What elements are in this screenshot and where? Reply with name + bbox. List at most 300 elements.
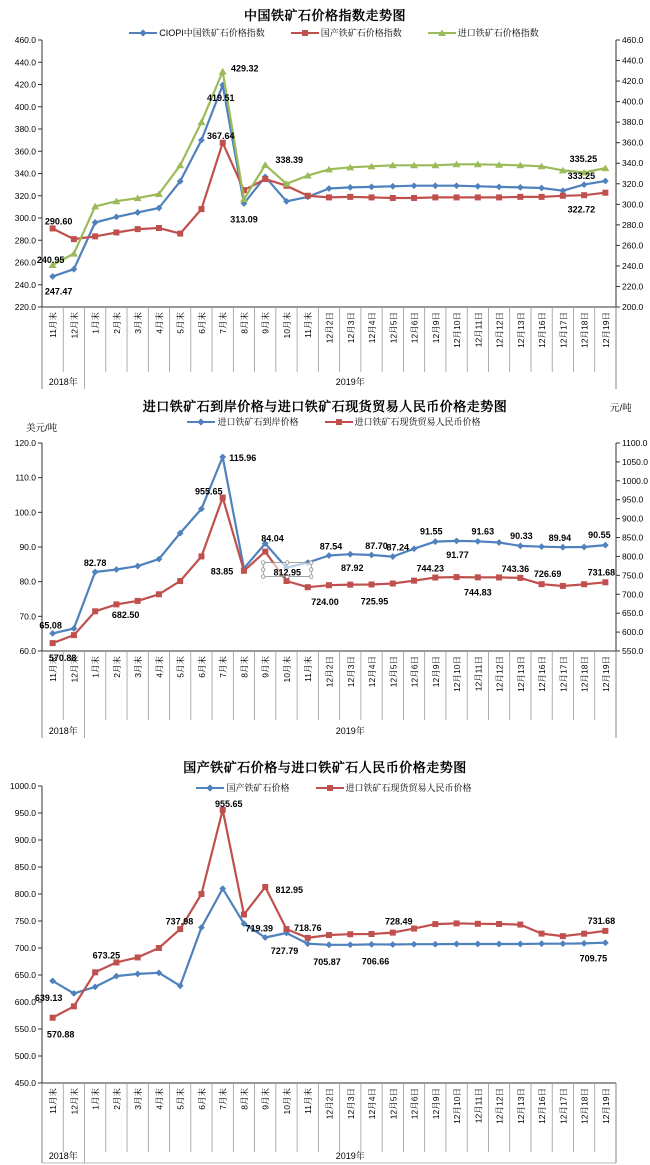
data-labels [35, 799, 615, 1040]
x-axis-year-label: 2019年 [335, 377, 365, 387]
x-axis-tick-label: 12月4日 [367, 656, 378, 688]
diamond-marker [49, 630, 56, 637]
diamond-marker [474, 183, 481, 190]
x-axis-tick-label: 12月末 [69, 312, 80, 339]
x-axis-tick-label: 12月12日 [494, 312, 505, 348]
x-axis-tick-label: 10月末 [281, 312, 292, 339]
y-axis-tick-label: 550.0 [14, 1024, 36, 1034]
y-axis-tick-label: 300.0 [622, 199, 644, 210]
x-axis-year-label: 2019年 [335, 1151, 365, 1161]
square-marker [135, 598, 141, 604]
legend-label: 进口铁矿石现货贸易人民币价格 [345, 783, 472, 793]
data-point-label: 429.32 [230, 63, 259, 74]
data-point-label: 718.76 [293, 922, 322, 933]
y-axis-tick-label: 460.0 [622, 35, 644, 45]
data-point-label: 728.49 [385, 916, 413, 927]
square-marker [156, 225, 162, 231]
square-marker [283, 578, 289, 584]
series-0 [49, 82, 609, 280]
y-axis-tick-label: 340.0 [14, 168, 36, 179]
square-marker [326, 194, 332, 200]
x-axis-category-band [42, 1083, 616, 1163]
square-marker [71, 1003, 77, 1009]
y-axis-tick-label: 1000.0 [622, 475, 648, 486]
triangle-marker [197, 119, 205, 126]
square-marker [560, 583, 566, 589]
y-axis-tick-label: 90.0 [19, 542, 36, 552]
diamond-marker [517, 542, 524, 549]
y-axis-tick-label: 650.0 [14, 970, 36, 980]
square-marker [347, 194, 353, 200]
diamond-marker [347, 551, 354, 558]
y-axis-tick-label: 70.0 [19, 611, 36, 622]
y-axis-tick-label: 440.0 [14, 57, 36, 68]
x-axis-tick-label: 3月末 [133, 656, 144, 678]
square-marker [347, 931, 353, 937]
data-point-label: 706.66 [361, 956, 390, 967]
diamond-marker [496, 539, 503, 546]
square-marker [496, 574, 502, 580]
diamond-marker [602, 542, 609, 549]
square-marker [581, 931, 587, 937]
square-marker [539, 194, 545, 200]
y-axis-tick-label: 260.0 [14, 257, 36, 268]
selection-handle[interactable] [309, 575, 313, 579]
square-marker [241, 912, 247, 918]
y-axis-tick-label: 550.0 [622, 646, 644, 656]
square-marker [475, 194, 481, 200]
x-axis-tick-label: 12月3日 [345, 1088, 356, 1120]
legend-label: 进口铁矿石价格指数 [457, 28, 539, 38]
x-axis-tick-label: 10月末 [281, 656, 292, 683]
diamond-marker [389, 183, 396, 190]
data-point-label: 115.96 [229, 453, 257, 464]
diamond-marker [70, 266, 77, 273]
x-axis-tick-label: 3月末 [133, 312, 144, 334]
square-marker [177, 578, 183, 584]
diamond-marker [389, 553, 396, 560]
square-marker [369, 931, 375, 937]
square-marker [198, 891, 204, 897]
x-axis-tick-label: 12月13日 [515, 1088, 526, 1124]
y-axis-tick-label: 950.0 [622, 494, 644, 505]
diamond-marker [368, 183, 375, 190]
x-axis-tick-label: 12月6日 [409, 312, 420, 344]
x-axis-tick-label: 4月末 [154, 312, 165, 334]
diamond-marker [559, 940, 566, 947]
data-point-label: 313.09 [230, 214, 258, 225]
legend-label: CIOPI中国铁矿石价格指数 [159, 28, 265, 38]
y-axis-tick-label: 240.0 [14, 279, 36, 290]
x-axis-tick-label: 11月末 [303, 1088, 314, 1114]
x-axis-tick-label: 12月5日 [388, 312, 399, 344]
selection-handle[interactable] [261, 568, 265, 572]
diamond-marker [411, 182, 418, 189]
selection-handle[interactable] [309, 568, 313, 572]
data-labels [39, 453, 615, 663]
square-marker [432, 194, 438, 200]
x-axis-tick-label: 2月末 [111, 1088, 122, 1110]
x-axis-tick-label: 12月19日 [600, 1088, 611, 1124]
y-axis-tick-label: 850.0 [622, 532, 644, 543]
x-axis-tick-label: 12月11日 [473, 1088, 484, 1124]
diamond-marker [474, 538, 481, 545]
x-axis-tick-label: 5月末 [175, 656, 186, 678]
x-axis-tick-label: 12月3日 [345, 312, 356, 344]
x-axis-tick-label: 1月末 [90, 656, 101, 678]
data-point-label: 744.23 [416, 563, 445, 574]
x-axis-tick-label: 6月末 [196, 656, 207, 678]
x-axis-tick-label: 12月5日 [388, 1088, 399, 1120]
x-axis-tick-label: 12月10日 [452, 312, 463, 348]
line-chart-canvas [0, 0, 650, 390]
data-point-label: 87.54 [319, 541, 343, 552]
diamond-marker [368, 552, 375, 559]
data-point-label: 91.55 [420, 526, 443, 537]
square-marker [560, 933, 566, 939]
y-axis-tick-label: 400.0 [14, 101, 36, 112]
x-axis-category-band [42, 651, 616, 738]
y-axis-tick-label: 850.0 [14, 862, 36, 872]
x-axis-tick-label: 12月13日 [515, 312, 526, 348]
y-axis-tick-label: 300.0 [14, 213, 36, 223]
y-axis-tick-label: 500.0 [14, 1051, 36, 1061]
data-point-label: 240.95 [36, 254, 65, 265]
diamond-marker [581, 544, 588, 551]
series-line [53, 85, 606, 276]
x-axis-tick-label: 11月末 [48, 656, 59, 682]
legend-label: 进口铁矿石到岸价格 [217, 417, 299, 427]
diamond-marker [453, 941, 460, 948]
x-axis-tick-label: 4月末 [154, 656, 165, 678]
y-axis-tick-label: 800.0 [622, 551, 644, 562]
x-axis-tick-label: 12月16日 [537, 312, 548, 348]
triangle-marker [219, 68, 227, 75]
square-marker [326, 932, 332, 938]
diamond-marker [517, 941, 524, 948]
x-axis-tick-label: 7月末 [218, 1088, 229, 1110]
y-axis-tick-label: 360.0 [14, 146, 36, 157]
selection-handle[interactable] [309, 561, 313, 565]
data-point-label: 725.95 [360, 596, 389, 607]
square-marker [92, 969, 98, 975]
square-marker [517, 194, 523, 200]
data-point-label: 367.64 [206, 130, 235, 141]
square-marker [71, 236, 77, 242]
legend-label: 国产铁矿石价格指数 [320, 28, 402, 38]
y-axis-tick-label: 650.0 [622, 608, 644, 619]
diamond-marker [411, 941, 418, 948]
triangle-marker [70, 250, 78, 257]
y-axis-tick-label: 700.0 [14, 943, 36, 953]
diamond-marker [113, 213, 120, 220]
square-marker [50, 1015, 56, 1021]
square-marker [177, 926, 183, 932]
diamond-marker [92, 569, 99, 576]
diamond-marker [411, 545, 418, 552]
square-marker [560, 193, 566, 199]
chart-title: 进口铁矿石到岸价格与进口铁矿石现货贸易人民币价格走势图 [142, 399, 508, 414]
x-axis-tick-label: 7月末 [218, 656, 229, 678]
data-point-label: 812.95 [273, 567, 301, 578]
x-axis-tick-label: 11月末 [48, 312, 59, 338]
y-axis-tick-label: 950.0 [14, 808, 36, 818]
series-2 [49, 68, 610, 268]
x-axis-tick-label: 11月末 [48, 1088, 59, 1114]
diamond-marker [368, 941, 375, 948]
diamond-marker [49, 273, 56, 280]
data-point-label: 705.87 [313, 956, 341, 967]
square-marker [539, 581, 545, 587]
data-point-label: 89.94 [548, 533, 572, 544]
square-marker [454, 574, 460, 580]
x-axis-tick-label: 6月末 [196, 1088, 207, 1110]
x-axis-tick-label: 2月末 [111, 656, 122, 678]
selection-handle[interactable] [261, 575, 265, 579]
square-marker [135, 226, 141, 232]
diamond-marker [326, 941, 333, 948]
square-marker [411, 195, 417, 201]
square-marker [432, 575, 438, 581]
y-axis-tick-label: 200.0 [622, 302, 644, 312]
y-axis-tick-label: 420.0 [622, 76, 644, 87]
x-axis-tick-label: 12月19日 [600, 656, 611, 692]
series-line [53, 810, 606, 1018]
square-marker [517, 922, 523, 928]
data-point-label: 731.68 [587, 567, 616, 578]
x-axis-tick-label: 8月末 [239, 312, 250, 334]
triangle-marker [176, 162, 184, 169]
square-marker [262, 176, 268, 182]
square-marker [602, 190, 608, 196]
square-marker [92, 608, 98, 614]
diamond-marker [326, 552, 333, 559]
square-marker [390, 580, 396, 586]
y-axis-tick-label: 280.0 [622, 219, 644, 230]
square-marker [241, 568, 247, 574]
data-point-label: 737.98 [165, 916, 194, 927]
x-axis-tick-label: 2月末 [111, 312, 122, 334]
diamond-marker [496, 941, 503, 948]
x-axis-tick-label: 12月9日 [430, 312, 441, 344]
square-marker [305, 193, 311, 199]
y-axis-tick-label: 460.0 [14, 35, 36, 45]
line-chart-canvas [0, 745, 650, 1165]
y-axis-tick-label: 120.0 [14, 438, 36, 448]
series-line [53, 889, 606, 994]
data-point-label: 812.95 [275, 885, 303, 896]
data-point-label: 744.83 [464, 587, 492, 598]
x-axis-tick-label: 12月10日 [452, 1088, 463, 1124]
square-marker [539, 931, 545, 937]
diamond-marker [134, 563, 141, 570]
x-axis-tick-label: 12月9日 [430, 1088, 441, 1120]
selection-handle[interactable] [261, 561, 265, 565]
x-axis-tick-label: 12月16日 [537, 1088, 548, 1124]
chart-title: 中国铁矿石价格指数走势图 [243, 8, 406, 23]
y-axis-tick-label: 360.0 [622, 137, 644, 148]
y-axis-tick-label: 450.0 [14, 1078, 36, 1088]
y-axis-tick-label: 440.0 [622, 55, 644, 66]
data-point-label: 335.25 [569, 154, 598, 165]
y-axis-tick-label: 900.0 [622, 513, 644, 524]
square-marker [475, 574, 481, 580]
y-axis-tick-label: 600.0 [622, 627, 644, 638]
data-point-label: 673.25 [92, 950, 121, 961]
data-point-label: 419.51 [206, 93, 235, 104]
data-point-label: 570.88 [46, 1029, 75, 1040]
y-axis-tick-label: 420.0 [14, 79, 36, 90]
diamond-marker [92, 219, 99, 226]
data-point-label: 90.33 [510, 530, 533, 541]
x-axis-tick-label: 12月11日 [473, 312, 484, 348]
diamond-marker [347, 941, 354, 948]
y-axis-tick-label: 600.0 [14, 997, 36, 1007]
x-axis-tick-label: 12月18日 [579, 1088, 590, 1124]
square-marker [92, 233, 98, 239]
y-axis-tick-label: 700.0 [622, 589, 644, 600]
x-axis-tick-label: 12月17日 [558, 312, 569, 348]
diamond-marker [326, 185, 333, 192]
x-axis-tick-label: 12月6日 [409, 1088, 420, 1120]
diamond-marker [432, 941, 439, 948]
data-point-label: 322.72 [567, 204, 596, 215]
diamond-marker [389, 941, 396, 948]
square-marker [198, 553, 204, 559]
data-point-label: 82.78 [83, 558, 107, 569]
y-axis-tick-label: 220.0 [622, 281, 644, 292]
square-marker [283, 926, 289, 932]
x-axis-tick-label: 11月末 [303, 656, 314, 682]
x-axis-tick-label: 12月2日 [324, 312, 335, 344]
x-axis-tick-label: 12月12日 [494, 1088, 505, 1124]
y-axis-tick-label: 80.0 [19, 576, 36, 587]
data-point-label: 83.85 [210, 566, 234, 577]
square-marker [369, 581, 375, 587]
y-axis-tick-label: 800.0 [14, 889, 36, 899]
y-axis-tick-label: 900.0 [14, 835, 36, 845]
diamond-marker [517, 184, 524, 191]
x-axis-year-label: 2018年 [48, 726, 78, 736]
left-axis-unit-label: 美元/吨 [26, 423, 58, 434]
diamond-marker [347, 184, 354, 191]
selection-handle[interactable] [285, 561, 289, 565]
y-axis-tick-label: 110.0 [15, 472, 36, 483]
y-axis-tick-label: 280.0 [14, 235, 36, 246]
x-axis-tick-label: 11月末 [303, 312, 314, 338]
data-point-label: 87.24 [386, 542, 410, 553]
square-marker [411, 578, 417, 584]
y-axis-tick-label: 320.0 [14, 190, 36, 201]
diamond-marker [496, 183, 503, 190]
data-point-label: 570.88 [48, 653, 77, 664]
data-point-label: 955.65 [194, 486, 223, 497]
diamond-marker [134, 971, 141, 978]
square-marker [71, 632, 77, 638]
square-marker [602, 579, 608, 585]
square-marker [198, 206, 204, 212]
diamond-marker [432, 182, 439, 189]
data-point-label: 719.39 [245, 923, 273, 934]
diamond-marker [559, 544, 566, 551]
data-point-label: 91.77 [446, 549, 469, 560]
square-marker [113, 601, 119, 607]
x-axis-tick-label: 7月末 [218, 312, 229, 334]
x-axis-tick-label: 12月6日 [409, 656, 420, 688]
x-axis-category-band [42, 307, 616, 389]
data-point-label: 731.68 [587, 915, 616, 926]
diamond-marker [602, 178, 609, 185]
diamond-marker [581, 181, 588, 188]
square-marker [305, 935, 311, 941]
x-axis-tick-label: 12月17日 [558, 1088, 569, 1124]
y-axis-tick-label: 1050.0 [622, 456, 648, 467]
square-marker [305, 584, 311, 590]
diamond-marker [538, 940, 545, 947]
diamond-marker [134, 209, 141, 216]
data-point-label: 682.50 [111, 609, 140, 620]
data-point-label: 743.36 [501, 563, 530, 574]
y-axis-tick-label: 320.0 [622, 178, 644, 189]
y-axis-tick-label: 750.0 [622, 570, 644, 581]
x-axis-tick-label: 5月末 [175, 312, 186, 334]
diamond-marker [538, 185, 545, 192]
x-axis-tick-label: 8月末 [239, 1088, 250, 1110]
square-marker [262, 549, 268, 555]
x-axis-tick-label: 3月末 [133, 1088, 144, 1110]
diamond-marker [538, 543, 545, 550]
diamond-marker [219, 454, 226, 461]
data-point-label: 91.63 [471, 526, 495, 537]
y-axis-tick-label: 750.0 [14, 916, 36, 926]
x-axis-tick-label: 12月16日 [537, 656, 548, 692]
y-axis-tick-label: 1100.0 [622, 438, 648, 448]
square-marker [156, 591, 162, 597]
x-axis-tick-label: 9月末 [260, 656, 271, 678]
x-axis-tick-label: 12月4日 [367, 1088, 378, 1120]
data-point-label: 709.75 [579, 953, 608, 964]
diamond-marker [113, 566, 120, 573]
square-marker [156, 945, 162, 951]
x-axis-tick-label: 12月17日 [558, 656, 569, 692]
square-marker [496, 921, 502, 927]
diamond-marker [453, 537, 460, 544]
x-axis-tick-label: 12月4日 [367, 312, 378, 344]
chart-title: 国产铁矿石价格与进口铁矿石人民币价格走势图 [183, 760, 467, 775]
x-axis-tick-label: 9月末 [260, 312, 271, 334]
y-axis-tick-label: 240.0 [622, 260, 644, 271]
legend-label: 国产铁矿石价格 [226, 783, 290, 793]
x-axis-tick-label: 1月末 [90, 1088, 101, 1110]
data-point-label: 87.92 [340, 563, 364, 574]
square-marker [454, 194, 460, 200]
chart-block-ciopi-index [0, 0, 650, 390]
y-axis-tick-label: 260.0 [622, 240, 644, 251]
y-axis-tick-label: 400.0 [622, 96, 644, 107]
x-axis-tick-label: 12月2日 [324, 656, 335, 688]
square-marker [581, 192, 587, 198]
x-axis-year-label: 2018年 [48, 1151, 78, 1161]
diamond-marker [602, 939, 609, 946]
diamond-marker [474, 941, 481, 948]
x-axis-tick-label: 4月末 [154, 1088, 165, 1110]
right-axis-unit-label: 元/吨 [610, 403, 632, 414]
diamond-marker [432, 538, 439, 545]
x-axis-tick-label: 12月9日 [430, 656, 441, 688]
square-marker [517, 575, 523, 581]
square-marker [135, 954, 141, 960]
x-axis-tick-label: 12月末 [69, 1088, 80, 1115]
